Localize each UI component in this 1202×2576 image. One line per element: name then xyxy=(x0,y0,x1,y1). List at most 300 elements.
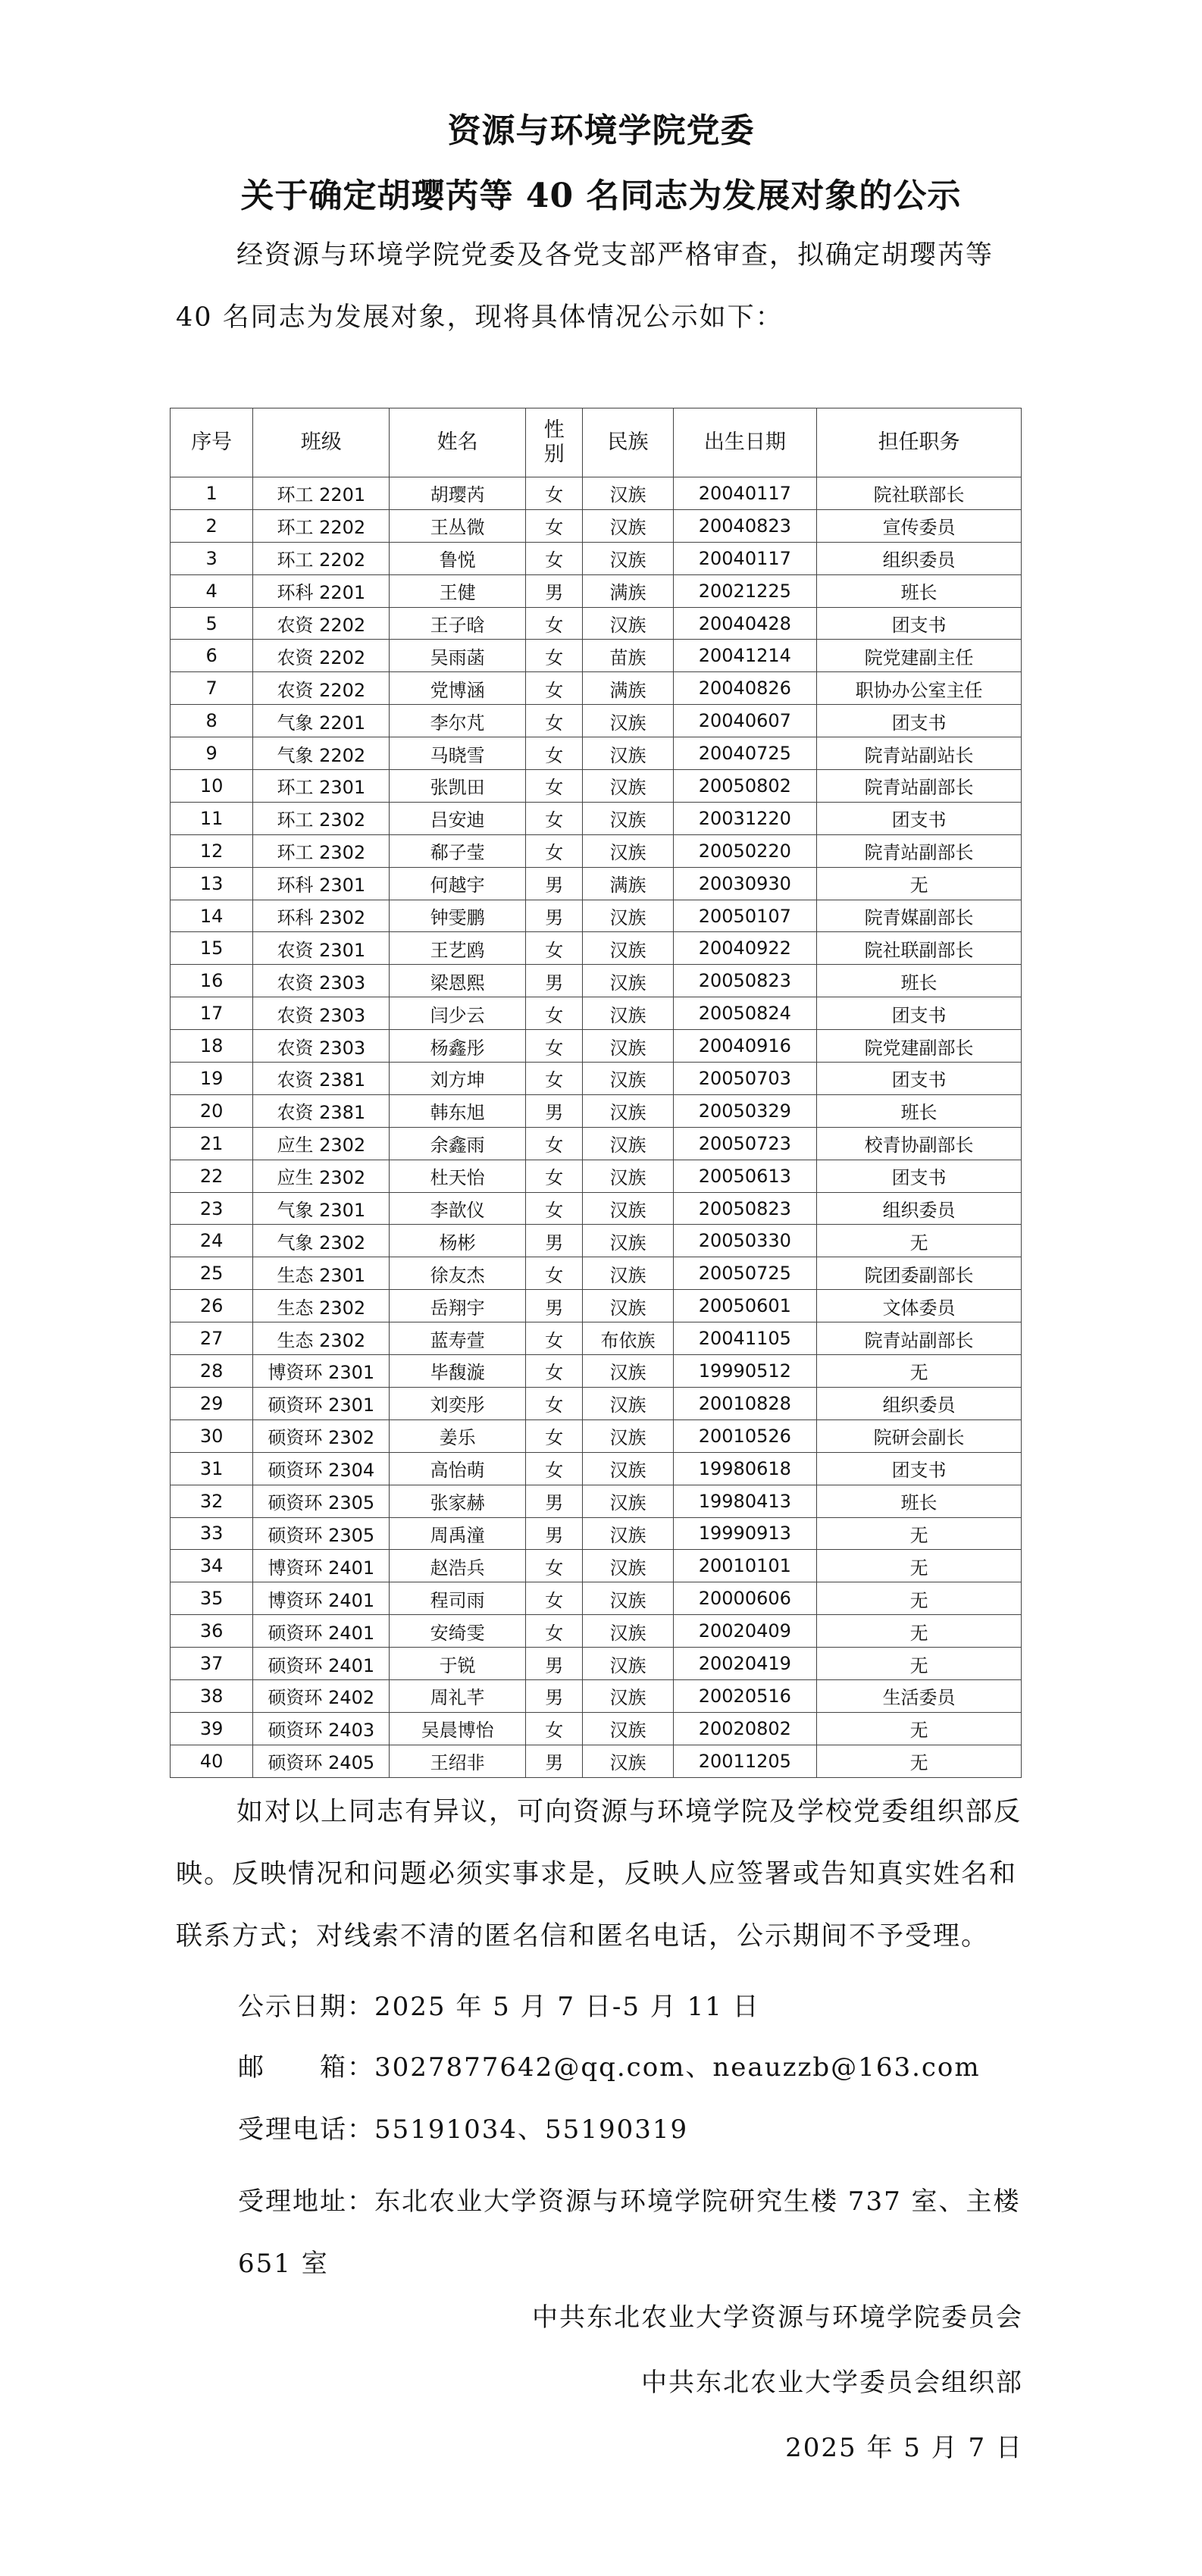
table-row xyxy=(171,1550,1022,1582)
title-line-2: 关于确定胡璎芮等 40 名同志为发展对象的公示 xyxy=(240,177,962,215)
cell-gender: 女 xyxy=(526,1355,583,1388)
cell-index: 31 xyxy=(171,1452,253,1485)
cell-index: 10 xyxy=(171,770,253,803)
cell-position: 院青站副部长 xyxy=(817,770,1022,803)
cell-birthdate: 20040922 xyxy=(673,932,817,965)
cell-position: 无 xyxy=(817,1550,1022,1582)
cell-gender: 男 xyxy=(526,1679,583,1712)
cell-birthdate: 20050703 xyxy=(673,1063,817,1095)
cell-position: 院党建副主任 xyxy=(817,640,1022,672)
cell-position: 班长 xyxy=(817,1094,1022,1127)
cell-class: 环工 2201 xyxy=(253,477,390,510)
cell-index: 9 xyxy=(171,737,253,770)
cell-gender: 女 xyxy=(526,1063,583,1095)
cell-ethnicity: 汉族 xyxy=(583,1290,673,1322)
cell-name: 梁恩熙 xyxy=(390,965,526,997)
cell-index: 28 xyxy=(171,1355,253,1388)
cell-name: 岳翔宇 xyxy=(390,1290,526,1322)
cell-gender: 女 xyxy=(526,932,583,965)
cell-index: 18 xyxy=(171,1030,253,1063)
cell-position: 班长 xyxy=(817,574,1022,607)
cell-position: 院党建副部长 xyxy=(817,1030,1022,1063)
cell-gender: 女 xyxy=(526,1452,583,1485)
cell-birthdate: 20050220 xyxy=(673,834,817,867)
cell-birthdate: 20020802 xyxy=(673,1712,817,1745)
cell-name: 党博涵 xyxy=(390,672,526,705)
cell-birthdate: 20050329 xyxy=(673,1094,817,1127)
cell-class: 环工 2301 xyxy=(253,770,390,803)
cell-ethnicity: 汉族 xyxy=(583,1387,673,1419)
table-row xyxy=(171,1517,1022,1550)
cell-gender: 女 xyxy=(526,1387,583,1419)
cell-birthdate: 20040607 xyxy=(673,705,817,737)
cell-index: 37 xyxy=(171,1648,253,1680)
cell-ethnicity: 汉族 xyxy=(583,1582,673,1615)
cell-position: 院青站副部长 xyxy=(817,1322,1022,1355)
cell-name: 安绮雯 xyxy=(390,1615,526,1648)
cell-name: 蓝寿萱 xyxy=(390,1322,526,1355)
cell-gender: 男 xyxy=(526,900,583,932)
table-row xyxy=(171,1094,1022,1127)
cell-name: 刘奕彤 xyxy=(390,1387,526,1419)
cell-name: 吴雨菡 xyxy=(390,640,526,672)
cell-class: 博资环 2401 xyxy=(253,1582,390,1615)
table-row xyxy=(171,672,1022,705)
cell-index: 23 xyxy=(171,1192,253,1225)
cell-position: 无 xyxy=(817,1712,1022,1745)
cell-index: 14 xyxy=(171,900,253,932)
cell-class: 博资环 2301 xyxy=(253,1355,390,1388)
cell-index: 17 xyxy=(171,997,253,1030)
cell-gender: 女 xyxy=(526,477,583,510)
table-row xyxy=(171,1257,1022,1290)
table-body xyxy=(171,477,1022,1778)
table-row xyxy=(171,1615,1022,1648)
cell-birthdate: 20050725 xyxy=(673,1257,817,1290)
cell-name: 王艺鸥 xyxy=(390,932,526,965)
cell-gender: 男 xyxy=(526,574,583,607)
cell-position: 班长 xyxy=(817,965,1022,997)
table-row xyxy=(171,509,1022,542)
cell-birthdate: 20040117 xyxy=(673,477,817,510)
cell-ethnicity: 汉族 xyxy=(583,1679,673,1712)
cell-position: 团支书 xyxy=(817,1452,1022,1485)
cell-index: 16 xyxy=(171,965,253,997)
cell-birthdate: 20020516 xyxy=(673,1679,817,1712)
cell-position: 团支书 xyxy=(817,1063,1022,1095)
cell-index: 40 xyxy=(171,1745,253,1777)
date-value: 2025 年 5 月 7 日-5 月 11 日 xyxy=(374,1992,760,2022)
cell-birthdate: 20011205 xyxy=(673,1745,817,1777)
cell-name: 王健 xyxy=(390,574,526,607)
address-value: 东北农业大学资源与环境学院研究生楼 737 室、主楼 651 室 xyxy=(238,2186,1021,2279)
cell-class: 应生 2302 xyxy=(253,1127,390,1160)
cell-gender: 女 xyxy=(526,1160,583,1192)
table-row xyxy=(171,1030,1022,1063)
cell-gender: 女 xyxy=(526,834,583,867)
cell-position: 无 xyxy=(817,1615,1022,1648)
table-row xyxy=(171,542,1022,574)
cell-ethnicity: 汉族 xyxy=(583,477,673,510)
cell-name: 王丛微 xyxy=(390,509,526,542)
cell-birthdate: 20050823 xyxy=(673,965,817,997)
cell-gender: 男 xyxy=(526,1517,583,1550)
header-birthdate: 出生日期 xyxy=(673,408,817,477)
cell-index: 1 xyxy=(171,477,253,510)
cell-index: 30 xyxy=(171,1419,253,1452)
table-row xyxy=(171,1419,1022,1452)
cell-birthdate: 20040826 xyxy=(673,672,817,705)
cell-class: 硕资环 2403 xyxy=(253,1712,390,1745)
cell-index: 5 xyxy=(171,607,253,640)
table-header-row xyxy=(171,408,1022,477)
cell-class: 环工 2302 xyxy=(253,802,390,834)
table-row xyxy=(171,867,1022,900)
cell-ethnicity: 汉族 xyxy=(583,1094,673,1127)
cell-position: 文体委员 xyxy=(817,1290,1022,1322)
cell-index: 33 xyxy=(171,1517,253,1550)
signature-date: 2025 年 5 月 7 日 xyxy=(785,2433,1023,2463)
cell-name: 赵浩兵 xyxy=(390,1550,526,1582)
table-row xyxy=(171,1355,1022,1388)
cell-birthdate: 20020419 xyxy=(673,1648,817,1680)
cell-position: 无 xyxy=(817,1648,1022,1680)
cell-name: 杨彬 xyxy=(390,1225,526,1257)
cell-index: 6 xyxy=(171,640,253,672)
table-row xyxy=(171,1387,1022,1419)
table-row xyxy=(171,1160,1022,1192)
table-row xyxy=(171,1322,1022,1355)
cell-name: 周禹潼 xyxy=(390,1517,526,1550)
cell-ethnicity: 满族 xyxy=(583,574,673,607)
publicity-date-line xyxy=(238,1986,760,2023)
cell-ethnicity: 汉族 xyxy=(583,607,673,640)
cell-class: 硕资环 2402 xyxy=(253,1679,390,1712)
cell-gender: 女 xyxy=(526,770,583,803)
cell-ethnicity: 苗族 xyxy=(583,640,673,672)
cell-index: 29 xyxy=(171,1387,253,1419)
cell-index: 24 xyxy=(171,1225,253,1257)
cell-name: 李歆仪 xyxy=(390,1192,526,1225)
cell-class: 气象 2201 xyxy=(253,705,390,737)
cell-ethnicity: 汉族 xyxy=(583,509,673,542)
address-line xyxy=(238,2171,1041,2295)
cell-ethnicity: 汉族 xyxy=(583,1160,673,1192)
cell-gender: 女 xyxy=(526,1550,583,1582)
email-label: 邮 箱： xyxy=(238,2052,374,2083)
cell-gender: 男 xyxy=(526,1225,583,1257)
header-name: 姓名 xyxy=(390,408,526,477)
table-row xyxy=(171,607,1022,640)
cell-position: 团支书 xyxy=(817,705,1022,737)
cell-class: 气象 2202 xyxy=(253,737,390,770)
cell-birthdate: 20050107 xyxy=(673,900,817,932)
cell-ethnicity: 汉族 xyxy=(583,1517,673,1550)
cell-class: 博资环 2401 xyxy=(253,1550,390,1582)
cell-ethnicity: 汉族 xyxy=(583,770,673,803)
cell-birthdate: 20050613 xyxy=(673,1160,817,1192)
cell-index: 3 xyxy=(171,542,253,574)
cell-ethnicity: 汉族 xyxy=(583,1745,673,1777)
cell-birthdate: 20050330 xyxy=(673,1225,817,1257)
cell-class: 农资 2303 xyxy=(253,965,390,997)
cell-class: 生态 2302 xyxy=(253,1290,390,1322)
cell-class: 生态 2301 xyxy=(253,1257,390,1290)
cell-index: 4 xyxy=(171,574,253,607)
cell-class: 硕资环 2405 xyxy=(253,1745,390,1777)
header-class: 班级 xyxy=(253,408,390,477)
table-row xyxy=(171,1290,1022,1322)
cell-ethnicity: 汉族 xyxy=(583,1550,673,1582)
cell-class: 农资 2303 xyxy=(253,997,390,1030)
cell-position: 组织委员 xyxy=(817,1192,1022,1225)
cell-position: 宣传委员 xyxy=(817,509,1022,542)
signature-org-college: 中共东北农业大学资源与环境学院委员会 xyxy=(532,2302,1023,2333)
email-line xyxy=(238,2046,981,2083)
cell-index: 19 xyxy=(171,1063,253,1095)
cell-ethnicity: 汉族 xyxy=(583,1030,673,1063)
cell-position: 组织委员 xyxy=(817,542,1022,574)
cell-ethnicity: 汉族 xyxy=(583,1712,673,1745)
cell-birthdate: 20020409 xyxy=(673,1615,817,1648)
cell-birthdate: 20050823 xyxy=(673,1192,817,1225)
table-row xyxy=(171,802,1022,834)
cell-ethnicity: 汉族 xyxy=(583,737,673,770)
cell-gender: 女 xyxy=(526,542,583,574)
cell-name: 杨鑫彤 xyxy=(390,1030,526,1063)
intro-text: 经资源与环境学院党委及各党支部严格审查，拟确定胡璎芮等 40 名同志为发展对象，现将具体情况公示如下： xyxy=(176,240,994,333)
cell-ethnicity: 汉族 xyxy=(583,1063,673,1095)
cell-position: 团支书 xyxy=(817,802,1022,834)
table-row xyxy=(171,737,1022,770)
cell-gender: 女 xyxy=(526,1192,583,1225)
cell-ethnicity: 汉族 xyxy=(583,965,673,997)
cell-gender: 女 xyxy=(526,509,583,542)
date-label: 公示日期： xyxy=(238,1992,374,2022)
cell-birthdate: 19990512 xyxy=(673,1355,817,1388)
cell-position: 无 xyxy=(817,867,1022,900)
cell-name: 余鑫雨 xyxy=(390,1127,526,1160)
cell-gender: 女 xyxy=(526,1419,583,1452)
cell-gender: 女 xyxy=(526,607,583,640)
header-gender-text: 性别 xyxy=(543,418,565,466)
cell-gender: 女 xyxy=(526,1322,583,1355)
cell-name: 闫少云 xyxy=(390,997,526,1030)
table-row xyxy=(171,1063,1022,1095)
cell-class: 农资 2301 xyxy=(253,932,390,965)
cell-position: 无 xyxy=(817,1225,1022,1257)
table-row xyxy=(171,1648,1022,1680)
cell-name: 高怡萌 xyxy=(390,1452,526,1485)
cell-name: 刘方坤 xyxy=(390,1063,526,1095)
cell-position: 院青站副站长 xyxy=(817,737,1022,770)
cell-name: 杜天怡 xyxy=(390,1160,526,1192)
cell-index: 32 xyxy=(171,1485,253,1517)
cell-class: 气象 2302 xyxy=(253,1225,390,1257)
cell-birthdate: 20050824 xyxy=(673,997,817,1030)
cell-class: 硕资环 2401 xyxy=(253,1615,390,1648)
table-row xyxy=(171,574,1022,607)
cell-birthdate: 20000606 xyxy=(673,1582,817,1615)
cell-class: 气象 2301 xyxy=(253,1192,390,1225)
cell-name: 鲁悦 xyxy=(390,542,526,574)
cell-ethnicity: 汉族 xyxy=(583,1127,673,1160)
cell-position: 无 xyxy=(817,1745,1022,1777)
cell-name: 毕馥漩 xyxy=(390,1355,526,1388)
cell-position: 生活委员 xyxy=(817,1679,1022,1712)
cell-position: 团支书 xyxy=(817,1160,1022,1192)
cell-name: 吕安迪 xyxy=(390,802,526,834)
cell-ethnicity: 汉族 xyxy=(583,997,673,1030)
cell-index: 20 xyxy=(171,1094,253,1127)
cell-position: 无 xyxy=(817,1517,1022,1550)
cell-gender: 女 xyxy=(526,1615,583,1648)
cell-ethnicity: 布依族 xyxy=(583,1322,673,1355)
cell-gender: 女 xyxy=(526,1712,583,1745)
phone-value: 55191034、55190319 xyxy=(374,2114,689,2145)
cell-name: 王子晗 xyxy=(390,607,526,640)
cell-birthdate: 20050723 xyxy=(673,1127,817,1160)
table-row xyxy=(171,1452,1022,1485)
cell-class: 环工 2302 xyxy=(253,834,390,867)
table-row xyxy=(171,1225,1022,1257)
cell-ethnicity: 汉族 xyxy=(583,900,673,932)
cell-name: 何越宇 xyxy=(390,867,526,900)
cell-ethnicity: 汉族 xyxy=(583,1485,673,1517)
cell-class: 硕资环 2302 xyxy=(253,1419,390,1452)
cell-name: 程司雨 xyxy=(390,1582,526,1615)
cell-class: 农资 2202 xyxy=(253,607,390,640)
cell-class: 农资 2303 xyxy=(253,1030,390,1063)
cell-name: 韩东旭 xyxy=(390,1094,526,1127)
cell-gender: 男 xyxy=(526,965,583,997)
cell-index: 2 xyxy=(171,509,253,542)
cell-class: 农资 2202 xyxy=(253,640,390,672)
cell-ethnicity: 汉族 xyxy=(583,1452,673,1485)
cell-position: 院研会副长 xyxy=(817,1419,1022,1452)
cell-class: 环科 2201 xyxy=(253,574,390,607)
cell-ethnicity: 汉族 xyxy=(583,1225,673,1257)
cell-index: 36 xyxy=(171,1615,253,1648)
cell-index: 35 xyxy=(171,1582,253,1615)
cell-name: 吴晨博怡 xyxy=(390,1712,526,1745)
cell-name: 徐友杰 xyxy=(390,1257,526,1290)
cell-index: 25 xyxy=(171,1257,253,1290)
cell-name: 郗子莹 xyxy=(390,834,526,867)
cell-class: 环工 2202 xyxy=(253,509,390,542)
cell-index: 8 xyxy=(171,705,253,737)
email-value: 3027877642@qq.com、neauzzb@163.com xyxy=(374,2052,981,2083)
intro-paragraph xyxy=(176,224,1032,349)
header-gender xyxy=(526,408,583,477)
cell-position: 院青站副部长 xyxy=(817,834,1022,867)
table-row xyxy=(171,1192,1022,1225)
table-row xyxy=(171,932,1022,965)
cell-gender: 女 xyxy=(526,1030,583,1063)
cell-birthdate: 19980413 xyxy=(673,1485,817,1517)
cell-name: 于锐 xyxy=(390,1648,526,1680)
header-position: 担任职务 xyxy=(817,408,1022,477)
cell-position: 无 xyxy=(817,1355,1022,1388)
cell-class: 生态 2302 xyxy=(253,1322,390,1355)
cell-gender: 男 xyxy=(526,1290,583,1322)
cell-index: 15 xyxy=(171,932,253,965)
cell-birthdate: 20031220 xyxy=(673,802,817,834)
cell-gender: 女 xyxy=(526,802,583,834)
header-index: 序号 xyxy=(171,408,253,477)
outro-paragraph xyxy=(176,1781,1032,1967)
cell-gender: 女 xyxy=(526,1127,583,1160)
cell-birthdate: 20040916 xyxy=(673,1030,817,1063)
header-ethnicity: 民族 xyxy=(583,408,673,477)
cell-gender: 女 xyxy=(526,1582,583,1615)
table-row xyxy=(171,1712,1022,1745)
cell-birthdate: 20010828 xyxy=(673,1387,817,1419)
cell-ethnicity: 汉族 xyxy=(583,834,673,867)
candidate-table xyxy=(170,408,1022,1778)
cell-class: 硕资环 2305 xyxy=(253,1517,390,1550)
cell-position: 院社联部长 xyxy=(817,477,1022,510)
cell-name: 张家赫 xyxy=(390,1485,526,1517)
cell-name: 王绍非 xyxy=(390,1745,526,1777)
cell-gender: 男 xyxy=(526,1094,583,1127)
cell-position: 院青媒副部长 xyxy=(817,900,1022,932)
signature-org-department: 中共东北农业大学委员会组织部 xyxy=(641,2368,1023,2398)
table-row xyxy=(171,1485,1022,1517)
table-row xyxy=(171,770,1022,803)
cell-ethnicity: 汉族 xyxy=(583,542,673,574)
cell-birthdate: 20040428 xyxy=(673,607,817,640)
cell-position: 团支书 xyxy=(817,607,1022,640)
cell-index: 26 xyxy=(171,1290,253,1322)
cell-index: 38 xyxy=(171,1679,253,1712)
table-row xyxy=(171,1745,1022,1777)
cell-ethnicity: 汉族 xyxy=(583,802,673,834)
cell-birthdate: 20050802 xyxy=(673,770,817,803)
table-row xyxy=(171,900,1022,932)
cell-index: 13 xyxy=(171,867,253,900)
cell-birthdate: 20010101 xyxy=(673,1550,817,1582)
cell-gender: 女 xyxy=(526,672,583,705)
cell-birthdate: 20040725 xyxy=(673,737,817,770)
cell-gender: 女 xyxy=(526,1257,583,1290)
table-row xyxy=(171,1127,1022,1160)
table-row xyxy=(171,834,1022,867)
address-label: 受理地址： xyxy=(238,2186,374,2217)
cell-birthdate: 20041214 xyxy=(673,640,817,672)
cell-index: 27 xyxy=(171,1322,253,1355)
cell-name: 马晓雪 xyxy=(390,737,526,770)
cell-position: 院社联副部长 xyxy=(817,932,1022,965)
table-row xyxy=(171,477,1022,510)
cell-birthdate: 20041105 xyxy=(673,1322,817,1355)
title-line-1: 资源与环境学院党委 xyxy=(447,111,755,150)
cell-index: 7 xyxy=(171,672,253,705)
cell-birthdate: 20030930 xyxy=(673,867,817,900)
cell-index: 39 xyxy=(171,1712,253,1745)
cell-birthdate: 20021225 xyxy=(673,574,817,607)
cell-gender: 男 xyxy=(526,1745,583,1777)
cell-class: 农资 2202 xyxy=(253,672,390,705)
cell-gender: 男 xyxy=(526,1485,583,1517)
cell-ethnicity: 汉族 xyxy=(583,1257,673,1290)
cell-index: 12 xyxy=(171,834,253,867)
cell-class: 农资 2381 xyxy=(253,1063,390,1095)
cell-name: 张凯田 xyxy=(390,770,526,803)
cell-class: 环工 2202 xyxy=(253,542,390,574)
cell-gender: 女 xyxy=(526,997,583,1030)
cell-position: 组织委员 xyxy=(817,1387,1022,1419)
